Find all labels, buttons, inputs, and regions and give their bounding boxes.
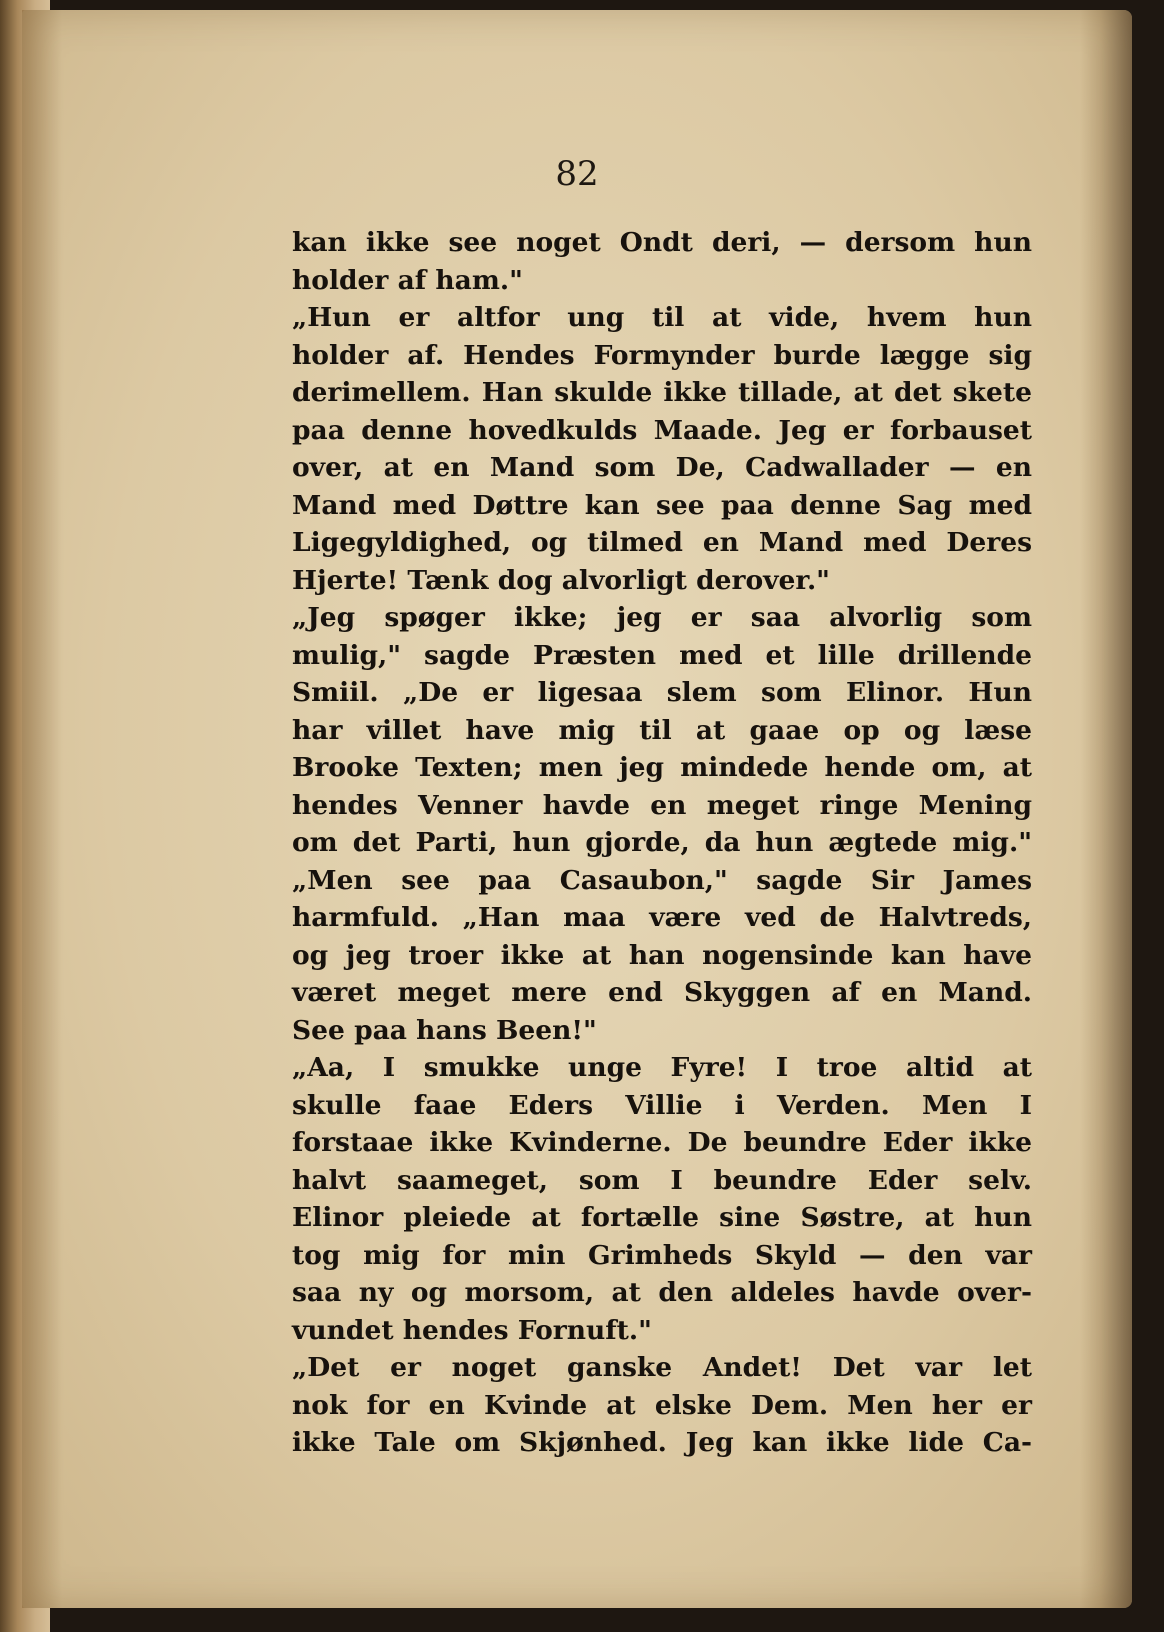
body-text	[292, 224, 1032, 1462]
text-line: været meget mere end Skyggen af en Mand.	[292, 977, 1032, 1008]
text-line: Mand med Døttre kan see paa denne Sag med	[292, 489, 1032, 521]
text-line: Elinor pleiede at fortælle sine Søstre, at hun	[292, 1202, 1032, 1233]
text-line: ikke Tale om Skjønhed. Jeg kan ikke lide Ca-	[292, 1427, 1032, 1458]
text-line: Brooke Texten; men jeg mindede hende om, at	[292, 752, 1032, 783]
text-line: See paa hans Been!"	[292, 1014, 597, 1046]
text-line: „Men see paa Casaubon," sagde Sir James	[292, 864, 1032, 896]
text-line: har villet have mig til at gaae op og læse	[292, 714, 1032, 746]
text-line: Hjerte! Tænk dog alvorligt derover."	[292, 564, 830, 596]
text-line: nok for en Kvinde at elske Dem. Men her er	[292, 1389, 1032, 1421]
page-number: 82	[555, 154, 599, 194]
text-line: holder af. Hendes Formynder burde lægge sig	[292, 339, 1032, 371]
text-line: derimellem. Han skulde ikke tillade, at det skete	[292, 377, 1032, 408]
text-line: om det Parti, hun gjorde, da hun ægtede mig."	[292, 827, 1032, 858]
text-line: „Aa, I smukke unge Fyre! I troe altid at	[292, 1052, 1032, 1083]
text-line: Smiil. „De er ligesaa slem som Elinor. Hun	[292, 677, 1032, 708]
text-line: mulig," sagde Præsten med et lille drillende	[292, 639, 1032, 671]
text-line: halvt saameget, som I beundre Eder selv.	[292, 1164, 1032, 1196]
page-gutter-shadow	[22, 10, 62, 1608]
text-line: skulle faae Eders Villie i Verden. Men I	[292, 1089, 1032, 1121]
text-line: „Hun er altfor ung til at vide, hvem hun	[292, 302, 1032, 333]
text-line: Ligegyldighed, og tilmed en Mand med Deres	[292, 527, 1032, 558]
text-line: saa ny og morsom, at den aldeles havde over-	[292, 1277, 1032, 1308]
text-line: forstaae ikke Kvinderne. De beundre Eder ikke	[292, 1127, 1032, 1158]
text-line: „Jeg spøger ikke; jeg er saa alvorlig som	[292, 602, 1032, 633]
page-outer-edge-shadow	[1080, 10, 1132, 1608]
text-line: tog mig for min Grimheds Skyld — den var	[292, 1239, 1032, 1271]
text-line: holder af ham."	[292, 264, 523, 296]
text-line: og jeg troer ikke at han nogensinde kan have	[292, 939, 1032, 971]
text-line: vundet hendes Fornuft."	[292, 1314, 652, 1346]
text-line: „Det er noget ganske Andet! Det var let	[292, 1352, 1032, 1383]
text-line: hendes Venner havde en meget ringe Mening	[292, 789, 1032, 821]
text-line: paa denne hovedkulds Maade. Jeg er forbauset	[292, 414, 1032, 446]
text-line: harmfuld. „Han maa være ved de Halvtreds,	[292, 902, 1032, 933]
page-sheet	[22, 10, 1132, 1608]
text-line: kan ikke see noget Ondt deri, — dersom hun	[292, 227, 1032, 258]
text-line: over, at en Mand som De, Cadwallader — en	[292, 452, 1032, 483]
